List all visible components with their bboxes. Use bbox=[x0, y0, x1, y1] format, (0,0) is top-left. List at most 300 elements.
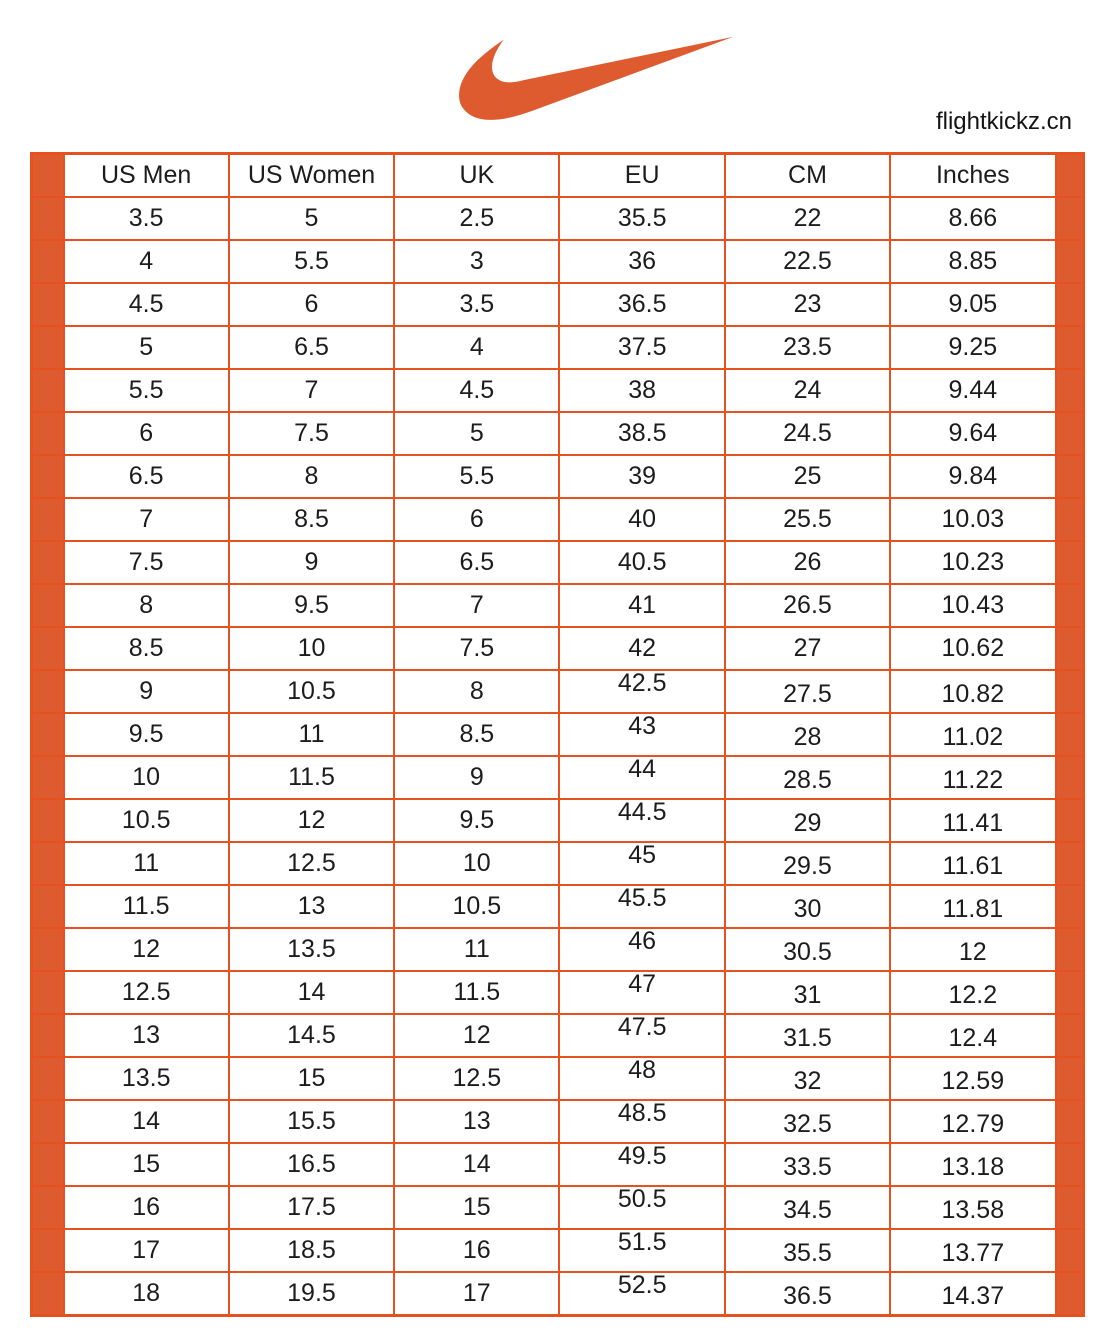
table-row bbox=[32, 1229, 1084, 1272]
size-cell bbox=[890, 1014, 1055, 1057]
size-cell bbox=[64, 756, 229, 799]
cell-text: 4.5 bbox=[459, 376, 495, 404]
size-cell bbox=[890, 627, 1055, 670]
size-cell bbox=[229, 885, 394, 928]
size-cell bbox=[64, 326, 229, 369]
size-cell bbox=[394, 1186, 559, 1229]
table-row bbox=[32, 627, 1084, 670]
size-cell bbox=[64, 369, 229, 412]
size-cell bbox=[229, 1229, 394, 1272]
left-accent-bar bbox=[32, 412, 64, 455]
cell-text: 38.5 bbox=[617, 419, 667, 447]
right-accent-bar bbox=[1056, 369, 1084, 412]
column-header-cm bbox=[725, 154, 890, 198]
cell-text: 12 bbox=[462, 1021, 491, 1049]
cell-text: CM bbox=[788, 161, 827, 189]
cell-text: 11 bbox=[463, 935, 490, 963]
right-accent-bar bbox=[1056, 1272, 1084, 1316]
cell-text: 31 bbox=[793, 981, 822, 1009]
left-accent-bar bbox=[32, 455, 64, 498]
size-cell bbox=[559, 1057, 724, 1100]
cell-text: 11.5 bbox=[453, 978, 501, 1006]
cell-text: 10.82 bbox=[941, 680, 1005, 708]
cell-text: 16 bbox=[132, 1193, 161, 1221]
size-cell bbox=[725, 756, 890, 799]
cell-text: 10 bbox=[132, 763, 161, 791]
size-cell bbox=[229, 584, 394, 627]
cell-text: 18.5 bbox=[287, 1236, 336, 1264]
table-row bbox=[32, 799, 1084, 842]
table-row bbox=[32, 369, 1084, 412]
left-accent-bar bbox=[32, 1100, 64, 1143]
size-cell bbox=[725, 971, 890, 1014]
size-cell bbox=[394, 1229, 559, 1272]
size-cell bbox=[229, 1272, 394, 1316]
right-accent-bar bbox=[1056, 1229, 1084, 1272]
cell-text: 14 bbox=[297, 978, 326, 1006]
cell-text: 15 bbox=[132, 1150, 161, 1178]
cell-text: 7.5 bbox=[128, 548, 164, 576]
cell-text: 10.23 bbox=[941, 548, 1005, 576]
size-cell bbox=[394, 584, 559, 627]
cell-text: 8 bbox=[469, 677, 484, 705]
size-table-body bbox=[32, 154, 1084, 1316]
cell-text: 46 bbox=[628, 928, 657, 955]
right-accent-bar bbox=[1056, 928, 1084, 971]
cell-text: 52.5 bbox=[617, 1272, 667, 1299]
cell-text: 11.61 bbox=[942, 852, 1004, 880]
size-cell bbox=[725, 670, 890, 713]
size-cell bbox=[229, 928, 394, 971]
header-row bbox=[32, 154, 1084, 198]
table-row bbox=[32, 1272, 1084, 1316]
cell-text: 2.5 bbox=[459, 204, 495, 232]
size-cell bbox=[229, 1143, 394, 1186]
left-accent-bar bbox=[32, 842, 64, 885]
cell-text: 45 bbox=[628, 842, 657, 869]
size-cell bbox=[394, 498, 559, 541]
size-cell bbox=[559, 584, 724, 627]
table-row bbox=[32, 842, 1084, 885]
size-cell bbox=[559, 1143, 724, 1186]
left-accent-bar bbox=[32, 713, 64, 756]
table-row bbox=[32, 756, 1084, 799]
size-cell bbox=[64, 283, 229, 326]
cell-text: 12.2 bbox=[948, 981, 998, 1009]
size-cell bbox=[64, 240, 229, 283]
table-row bbox=[32, 240, 1084, 283]
size-cell bbox=[890, 240, 1055, 283]
cell-text: 50.5 bbox=[617, 1186, 667, 1213]
cell-text: 7.5 bbox=[294, 419, 329, 447]
left-accent-bar bbox=[32, 326, 64, 369]
left-accent-bar bbox=[32, 885, 64, 928]
size-cell bbox=[394, 283, 559, 326]
cell-text: 26 bbox=[793, 548, 822, 576]
cell-text: 3.5 bbox=[128, 204, 164, 232]
cell-text: 36.5 bbox=[783, 1282, 832, 1310]
cell-text: 44.5 bbox=[617, 799, 667, 826]
cell-text: 9 bbox=[139, 677, 154, 705]
cell-text: 51.5 bbox=[617, 1229, 667, 1256]
cell-text: 5 bbox=[304, 204, 319, 232]
cell-text: 12 bbox=[297, 806, 326, 834]
size-cell bbox=[890, 541, 1055, 584]
right-accent-bar bbox=[1056, 498, 1084, 541]
size-cell bbox=[64, 1014, 229, 1057]
right-accent-bar bbox=[1056, 670, 1084, 713]
left-accent-bar bbox=[32, 928, 64, 971]
cell-text: 27 bbox=[793, 634, 822, 662]
cell-text: 26.5 bbox=[783, 591, 832, 619]
nike-swoosh-icon bbox=[455, 28, 733, 120]
size-cell bbox=[64, 799, 229, 842]
cell-text: 3.5 bbox=[459, 290, 495, 318]
cell-text: 9.84 bbox=[948, 462, 998, 490]
size-cell bbox=[64, 197, 229, 240]
size-cell bbox=[64, 713, 229, 756]
size-cell bbox=[559, 326, 724, 369]
size-cell bbox=[890, 1272, 1055, 1316]
cell-text: 32.5 bbox=[783, 1110, 832, 1138]
size-table bbox=[30, 152, 1085, 1317]
cell-text: 9.64 bbox=[948, 419, 998, 447]
size-cell bbox=[559, 412, 724, 455]
size-cell bbox=[229, 283, 394, 326]
size-cell bbox=[64, 627, 229, 670]
size-cell bbox=[394, 541, 559, 584]
right-accent-bar bbox=[1056, 1014, 1084, 1057]
cell-text: 14 bbox=[462, 1150, 491, 1178]
right-accent-bar bbox=[1056, 1057, 1084, 1100]
size-cell bbox=[64, 412, 229, 455]
table-row bbox=[32, 1143, 1084, 1186]
size-cell bbox=[64, 842, 229, 885]
size-cell bbox=[559, 283, 724, 326]
cell-text: 42.5 bbox=[617, 670, 667, 697]
size-cell bbox=[64, 670, 229, 713]
size-cell bbox=[64, 541, 229, 584]
size-cell bbox=[890, 1186, 1055, 1229]
size-cell bbox=[229, 627, 394, 670]
cell-text: US Women bbox=[247, 161, 376, 189]
cell-text: 17 bbox=[132, 1236, 161, 1264]
size-cell bbox=[394, 971, 559, 1014]
cell-text: 9 bbox=[469, 763, 484, 791]
size-cell bbox=[559, 541, 724, 584]
cell-text: 5 bbox=[139, 333, 154, 361]
left-accent-bar bbox=[32, 670, 64, 713]
right-accent-bar bbox=[1056, 842, 1084, 885]
size-cell bbox=[394, 799, 559, 842]
size-cell bbox=[559, 1272, 724, 1316]
size-cell bbox=[229, 369, 394, 412]
cell-text: 9.05 bbox=[948, 290, 998, 318]
size-cell bbox=[394, 670, 559, 713]
size-cell bbox=[725, 584, 890, 627]
size-cell bbox=[559, 627, 724, 670]
size-cell bbox=[725, 326, 890, 369]
cell-text: 11.22 bbox=[942, 766, 1004, 794]
cell-text: 29 bbox=[793, 809, 822, 837]
size-cell bbox=[725, 1272, 890, 1316]
right-accent-bar bbox=[1056, 283, 1084, 326]
size-cell bbox=[394, 713, 559, 756]
size-cell bbox=[229, 842, 394, 885]
cell-text: 5.5 bbox=[459, 462, 495, 490]
cell-text: 5.5 bbox=[294, 247, 329, 275]
size-cell bbox=[559, 799, 724, 842]
cell-text: 28 bbox=[793, 723, 822, 751]
cell-text: 45.5 bbox=[617, 885, 667, 912]
cell-text: 19.5 bbox=[287, 1279, 336, 1307]
size-cell bbox=[725, 1057, 890, 1100]
size-cell bbox=[725, 369, 890, 412]
right-accent-bar bbox=[1056, 627, 1084, 670]
cell-text: 33.5 bbox=[783, 1153, 832, 1181]
cell-text: 13.58 bbox=[941, 1196, 1005, 1224]
left-accent-bar bbox=[32, 756, 64, 799]
left-accent-bar bbox=[32, 1143, 64, 1186]
cell-text: 9.44 bbox=[948, 376, 998, 404]
table-row bbox=[32, 283, 1084, 326]
table-row bbox=[32, 1186, 1084, 1229]
size-cell bbox=[559, 498, 724, 541]
size-cell bbox=[725, 842, 890, 885]
cell-text: 35.5 bbox=[617, 204, 667, 232]
size-cell bbox=[725, 1014, 890, 1057]
right-accent-bar bbox=[1056, 756, 1084, 799]
cell-text: 28.5 bbox=[783, 766, 832, 794]
cell-text: 9.5 bbox=[128, 720, 164, 748]
size-cell bbox=[725, 928, 890, 971]
size-cell bbox=[890, 1143, 1055, 1186]
table-row bbox=[32, 1057, 1084, 1100]
size-cell bbox=[559, 971, 724, 1014]
size-cell bbox=[559, 455, 724, 498]
table-row bbox=[32, 885, 1084, 928]
size-cell bbox=[725, 240, 890, 283]
cell-text: 8.5 bbox=[294, 505, 329, 533]
cell-text: UK bbox=[459, 161, 495, 189]
cell-text: 37.5 bbox=[617, 333, 667, 361]
left-accent-bar bbox=[32, 627, 64, 670]
size-cell bbox=[725, 1143, 890, 1186]
size-cell bbox=[559, 369, 724, 412]
cell-text: 36.5 bbox=[617, 290, 667, 318]
cell-text: 10.03 bbox=[941, 505, 1005, 533]
size-cell bbox=[394, 369, 559, 412]
right-accent-bar bbox=[1056, 240, 1084, 283]
size-cell bbox=[725, 197, 890, 240]
cell-text: 38 bbox=[628, 376, 657, 404]
left-accent-bar bbox=[32, 498, 64, 541]
left-accent-bar bbox=[32, 1014, 64, 1057]
left-accent-bar bbox=[32, 240, 64, 283]
left-accent-bar bbox=[32, 1229, 64, 1272]
size-cell bbox=[559, 928, 724, 971]
size-cell bbox=[64, 1100, 229, 1143]
size-cell bbox=[890, 584, 1055, 627]
size-cell bbox=[229, 670, 394, 713]
cell-text: 11.5 bbox=[288, 763, 335, 791]
table-row bbox=[32, 670, 1084, 713]
size-cell bbox=[559, 1014, 724, 1057]
size-cell bbox=[725, 1100, 890, 1143]
cell-text: 9.25 bbox=[948, 333, 998, 361]
column-header-us-men bbox=[64, 154, 229, 198]
table-row bbox=[32, 713, 1084, 756]
cell-text: 43 bbox=[628, 713, 657, 740]
size-cell bbox=[559, 842, 724, 885]
cell-text: 11.81 bbox=[942, 895, 1004, 923]
size-cell bbox=[725, 412, 890, 455]
size-cell bbox=[394, 197, 559, 240]
right-accent-bar bbox=[1056, 455, 1084, 498]
size-cell bbox=[229, 541, 394, 584]
cell-text: 12.79 bbox=[941, 1110, 1005, 1138]
size-cell bbox=[890, 713, 1055, 756]
cell-text: 13 bbox=[462, 1107, 491, 1135]
size-cell bbox=[725, 627, 890, 670]
size-cell bbox=[64, 584, 229, 627]
size-cell bbox=[229, 1014, 394, 1057]
size-cell bbox=[64, 498, 229, 541]
cell-text: 15 bbox=[297, 1064, 326, 1092]
cell-text: 4 bbox=[139, 247, 154, 275]
left-accent-bar bbox=[32, 799, 64, 842]
cell-text: 12 bbox=[132, 935, 161, 963]
cell-text: EU bbox=[624, 161, 660, 189]
cell-text: 5.5 bbox=[128, 376, 164, 404]
right-accent-bar bbox=[1056, 154, 1084, 198]
size-cell bbox=[229, 713, 394, 756]
right-accent-bar bbox=[1056, 584, 1084, 627]
size-cell bbox=[64, 455, 229, 498]
cell-text: 11.02 bbox=[942, 723, 1004, 751]
cell-text: 11 bbox=[298, 720, 325, 748]
right-accent-bar bbox=[1056, 713, 1084, 756]
size-cell bbox=[229, 1100, 394, 1143]
size-cell bbox=[559, 1229, 724, 1272]
size-cell bbox=[394, 885, 559, 928]
size-cell bbox=[890, 412, 1055, 455]
cell-text: 48.5 bbox=[617, 1100, 667, 1127]
cell-text: 42 bbox=[628, 634, 657, 662]
table-row bbox=[32, 584, 1084, 627]
size-cell bbox=[229, 412, 394, 455]
size-cell bbox=[229, 455, 394, 498]
size-cell bbox=[394, 1014, 559, 1057]
size-cell bbox=[890, 197, 1055, 240]
size-cell bbox=[890, 283, 1055, 326]
left-accent-bar bbox=[32, 283, 64, 326]
cell-text: 32 bbox=[793, 1067, 822, 1095]
cell-text: 15 bbox=[462, 1193, 491, 1221]
right-accent-bar bbox=[1056, 541, 1084, 584]
left-accent-bar bbox=[32, 154, 64, 198]
cell-text: 4.5 bbox=[128, 290, 164, 318]
size-cell bbox=[890, 498, 1055, 541]
right-accent-bar bbox=[1056, 1143, 1084, 1186]
size-cell bbox=[559, 885, 724, 928]
cell-text: 12.59 bbox=[941, 1067, 1005, 1095]
size-cell bbox=[64, 1272, 229, 1316]
size-cell bbox=[64, 1186, 229, 1229]
size-cell bbox=[64, 1143, 229, 1186]
left-accent-bar bbox=[32, 369, 64, 412]
cell-text: 10 bbox=[297, 634, 326, 662]
size-cell bbox=[394, 842, 559, 885]
left-accent-bar bbox=[32, 1186, 64, 1229]
cell-text: 41 bbox=[628, 591, 657, 619]
cell-text: 8 bbox=[304, 462, 319, 490]
table-row bbox=[32, 928, 1084, 971]
right-accent-bar bbox=[1056, 412, 1084, 455]
cell-text: 15.5 bbox=[287, 1107, 336, 1135]
cell-text: 10.43 bbox=[941, 591, 1005, 619]
size-cell bbox=[559, 1186, 724, 1229]
cell-text: 10.5 bbox=[287, 677, 336, 705]
size-cell bbox=[725, 713, 890, 756]
size-cell bbox=[229, 197, 394, 240]
cell-text: 8.5 bbox=[459, 720, 495, 748]
size-cell bbox=[890, 1100, 1055, 1143]
size-chart bbox=[30, 152, 1085, 1317]
size-cell bbox=[394, 627, 559, 670]
cell-text: 10.5 bbox=[121, 806, 171, 834]
cell-text: 31.5 bbox=[783, 1024, 832, 1052]
cell-text: 12.5 bbox=[287, 849, 336, 877]
cell-text: 44 bbox=[628, 756, 657, 783]
cell-text: 9.5 bbox=[459, 806, 495, 834]
size-cell bbox=[64, 885, 229, 928]
cell-text: US Men bbox=[101, 161, 192, 189]
size-cell bbox=[559, 1100, 724, 1143]
size-cell bbox=[64, 1057, 229, 1100]
size-cell bbox=[229, 498, 394, 541]
size-cell bbox=[229, 799, 394, 842]
column-header-uk bbox=[394, 154, 559, 198]
cell-text: 7.5 bbox=[459, 634, 495, 662]
cell-text: 47 bbox=[628, 971, 657, 998]
left-accent-bar bbox=[32, 1272, 64, 1316]
table-row bbox=[32, 541, 1084, 584]
size-cell bbox=[64, 928, 229, 971]
size-cell bbox=[394, 756, 559, 799]
table-row bbox=[32, 498, 1084, 541]
size-cell bbox=[890, 1057, 1055, 1100]
cell-text: 24.5 bbox=[783, 419, 832, 447]
cell-text: 9 bbox=[304, 548, 319, 576]
table-row bbox=[32, 412, 1084, 455]
size-cell bbox=[725, 498, 890, 541]
cell-text: 6 bbox=[304, 290, 319, 318]
cell-text: 16 bbox=[462, 1236, 491, 1264]
cell-text: 11 bbox=[133, 849, 160, 877]
cell-text: 14 bbox=[132, 1107, 161, 1135]
cell-text: 25 bbox=[793, 462, 822, 490]
cell-text: 7 bbox=[469, 591, 484, 619]
size-cell bbox=[890, 670, 1055, 713]
cell-text: 17 bbox=[462, 1279, 491, 1307]
size-cell bbox=[890, 1229, 1055, 1272]
size-cell bbox=[890, 756, 1055, 799]
size-cell bbox=[394, 326, 559, 369]
cell-text: 12.5 bbox=[121, 978, 171, 1006]
cell-text: 6.5 bbox=[128, 462, 164, 490]
size-cell bbox=[890, 842, 1055, 885]
